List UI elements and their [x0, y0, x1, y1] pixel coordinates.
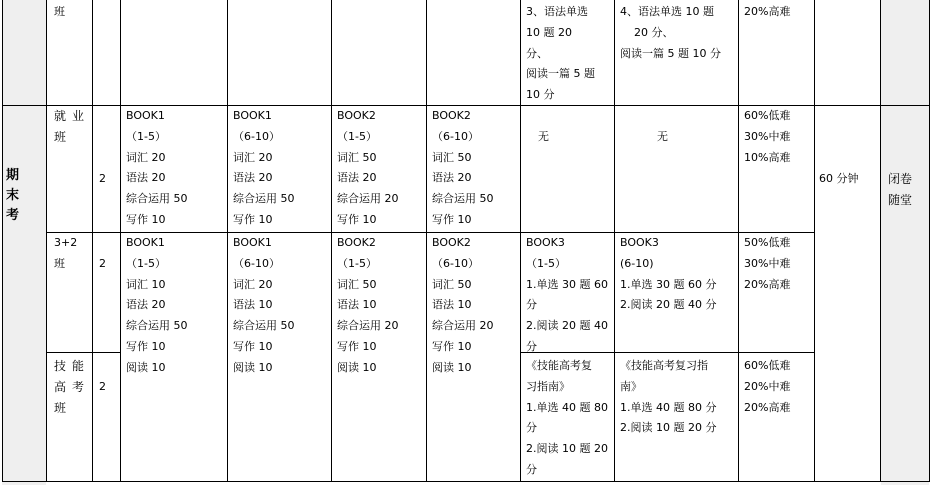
grid-line	[520, 0, 521, 482]
top-difficulty: 20%高难	[744, 5, 791, 18]
grid-line	[738, 0, 739, 482]
row-book1-1-5: BOOK1 （1-5） 词汇 20 语法 20 综合运用 50 写作 10	[126, 109, 188, 226]
grid-line	[92, 0, 93, 482]
row-hours: 2	[99, 172, 106, 185]
grid-line	[120, 0, 121, 482]
row-book3-1-6: 《技能高考复 习指南》 1.单选 40 题 80 分 2.阅读 10 题 20 分	[526, 359, 608, 476]
exam-form-cell	[881, 0, 929, 485]
grid-line	[2, 0, 3, 482]
grid-line	[46, 352, 120, 353]
row-difficulty: 50%低难 30%中难 20%高难	[744, 236, 791, 291]
row-book1-6-10: BOOK1 （6-10） 词汇 20 语法 20 综合运用 50 写作 10	[233, 109, 295, 226]
top-book3-1-6: 3、语法单选 10 题 20 分、 阅读一篇 5 题 10 分	[526, 5, 595, 102]
row-book2-1-5: BOOK2 （1-5） 词汇 50 语法 20 综合运用 20 写作 10	[337, 109, 399, 226]
top-class-label: 班	[54, 5, 65, 18]
grid-line	[814, 0, 815, 482]
grid-line	[929, 0, 930, 482]
row-book3-7-12: BOOK3 (6-10) 1.单选 30 题 60 分 2.阅读 20 题 40 分	[620, 236, 717, 312]
grid-line	[614, 0, 615, 482]
row-hours: 2	[99, 257, 106, 270]
section-label: 期末考	[6, 168, 30, 223]
row-book3-7-12: 《技能高考复习指 南》 1.单选 40 题 80 分 2.阅读 10 题 20 分	[620, 359, 717, 435]
exam-form: 闭卷 随堂	[888, 172, 913, 207]
grid-line	[426, 0, 427, 482]
grid-line	[880, 0, 881, 482]
row-difficulty: 60%低难 20%中难 20%高难	[744, 359, 791, 414]
grid-line	[46, 0, 47, 482]
row-class-label: 3+2 班	[54, 236, 78, 270]
section-header-cell	[2, 0, 46, 485]
grid-line	[331, 0, 332, 482]
row-class-label: 技能 高考 班	[54, 359, 91, 415]
duration: 60 分钟	[819, 172, 859, 185]
row-book2-6-10: BOOK2 （6-10） 词汇 50 语法 10 综合运用 20 写作 10 阅读 10	[432, 236, 494, 374]
top-book3-7-12: 4、语法单选 10 题 20 分、 阅读一篇 5 题 10 分	[620, 5, 721, 60]
row-book1-6-10: BOOK1 （6-10） 词汇 20 语法 10 综合运用 50 写作 10 阅读 10	[233, 236, 295, 374]
row-book3-7-12: 无	[657, 130, 668, 143]
row-book2-6-10: BOOK2 （6-10） 词汇 50 语法 20 综合运用 50 写作 10	[432, 109, 494, 226]
row-book3-1-6: 无	[538, 130, 549, 143]
row-hours: 2	[99, 380, 106, 393]
grid-line	[227, 0, 228, 482]
row-book1-1-5: BOOK1 （1-5） 词汇 10 语法 20 综合运用 50 写作 10 阅读 10	[126, 236, 188, 374]
row-difficulty: 60%低难 30%中难 10%高难	[744, 109, 791, 164]
grid-line	[2, 481, 929, 482]
row-book3-1-6: BOOK3 （1-5） 1.单选 30 题 60 分 2.阅读 20 题 40 分	[526, 236, 608, 353]
row-class-label: 就业 班	[54, 109, 91, 144]
row-book2-1-5: BOOK2 （1-5） 词汇 50 语法 10 综合运用 20 写作 10 阅读 10	[337, 236, 399, 374]
